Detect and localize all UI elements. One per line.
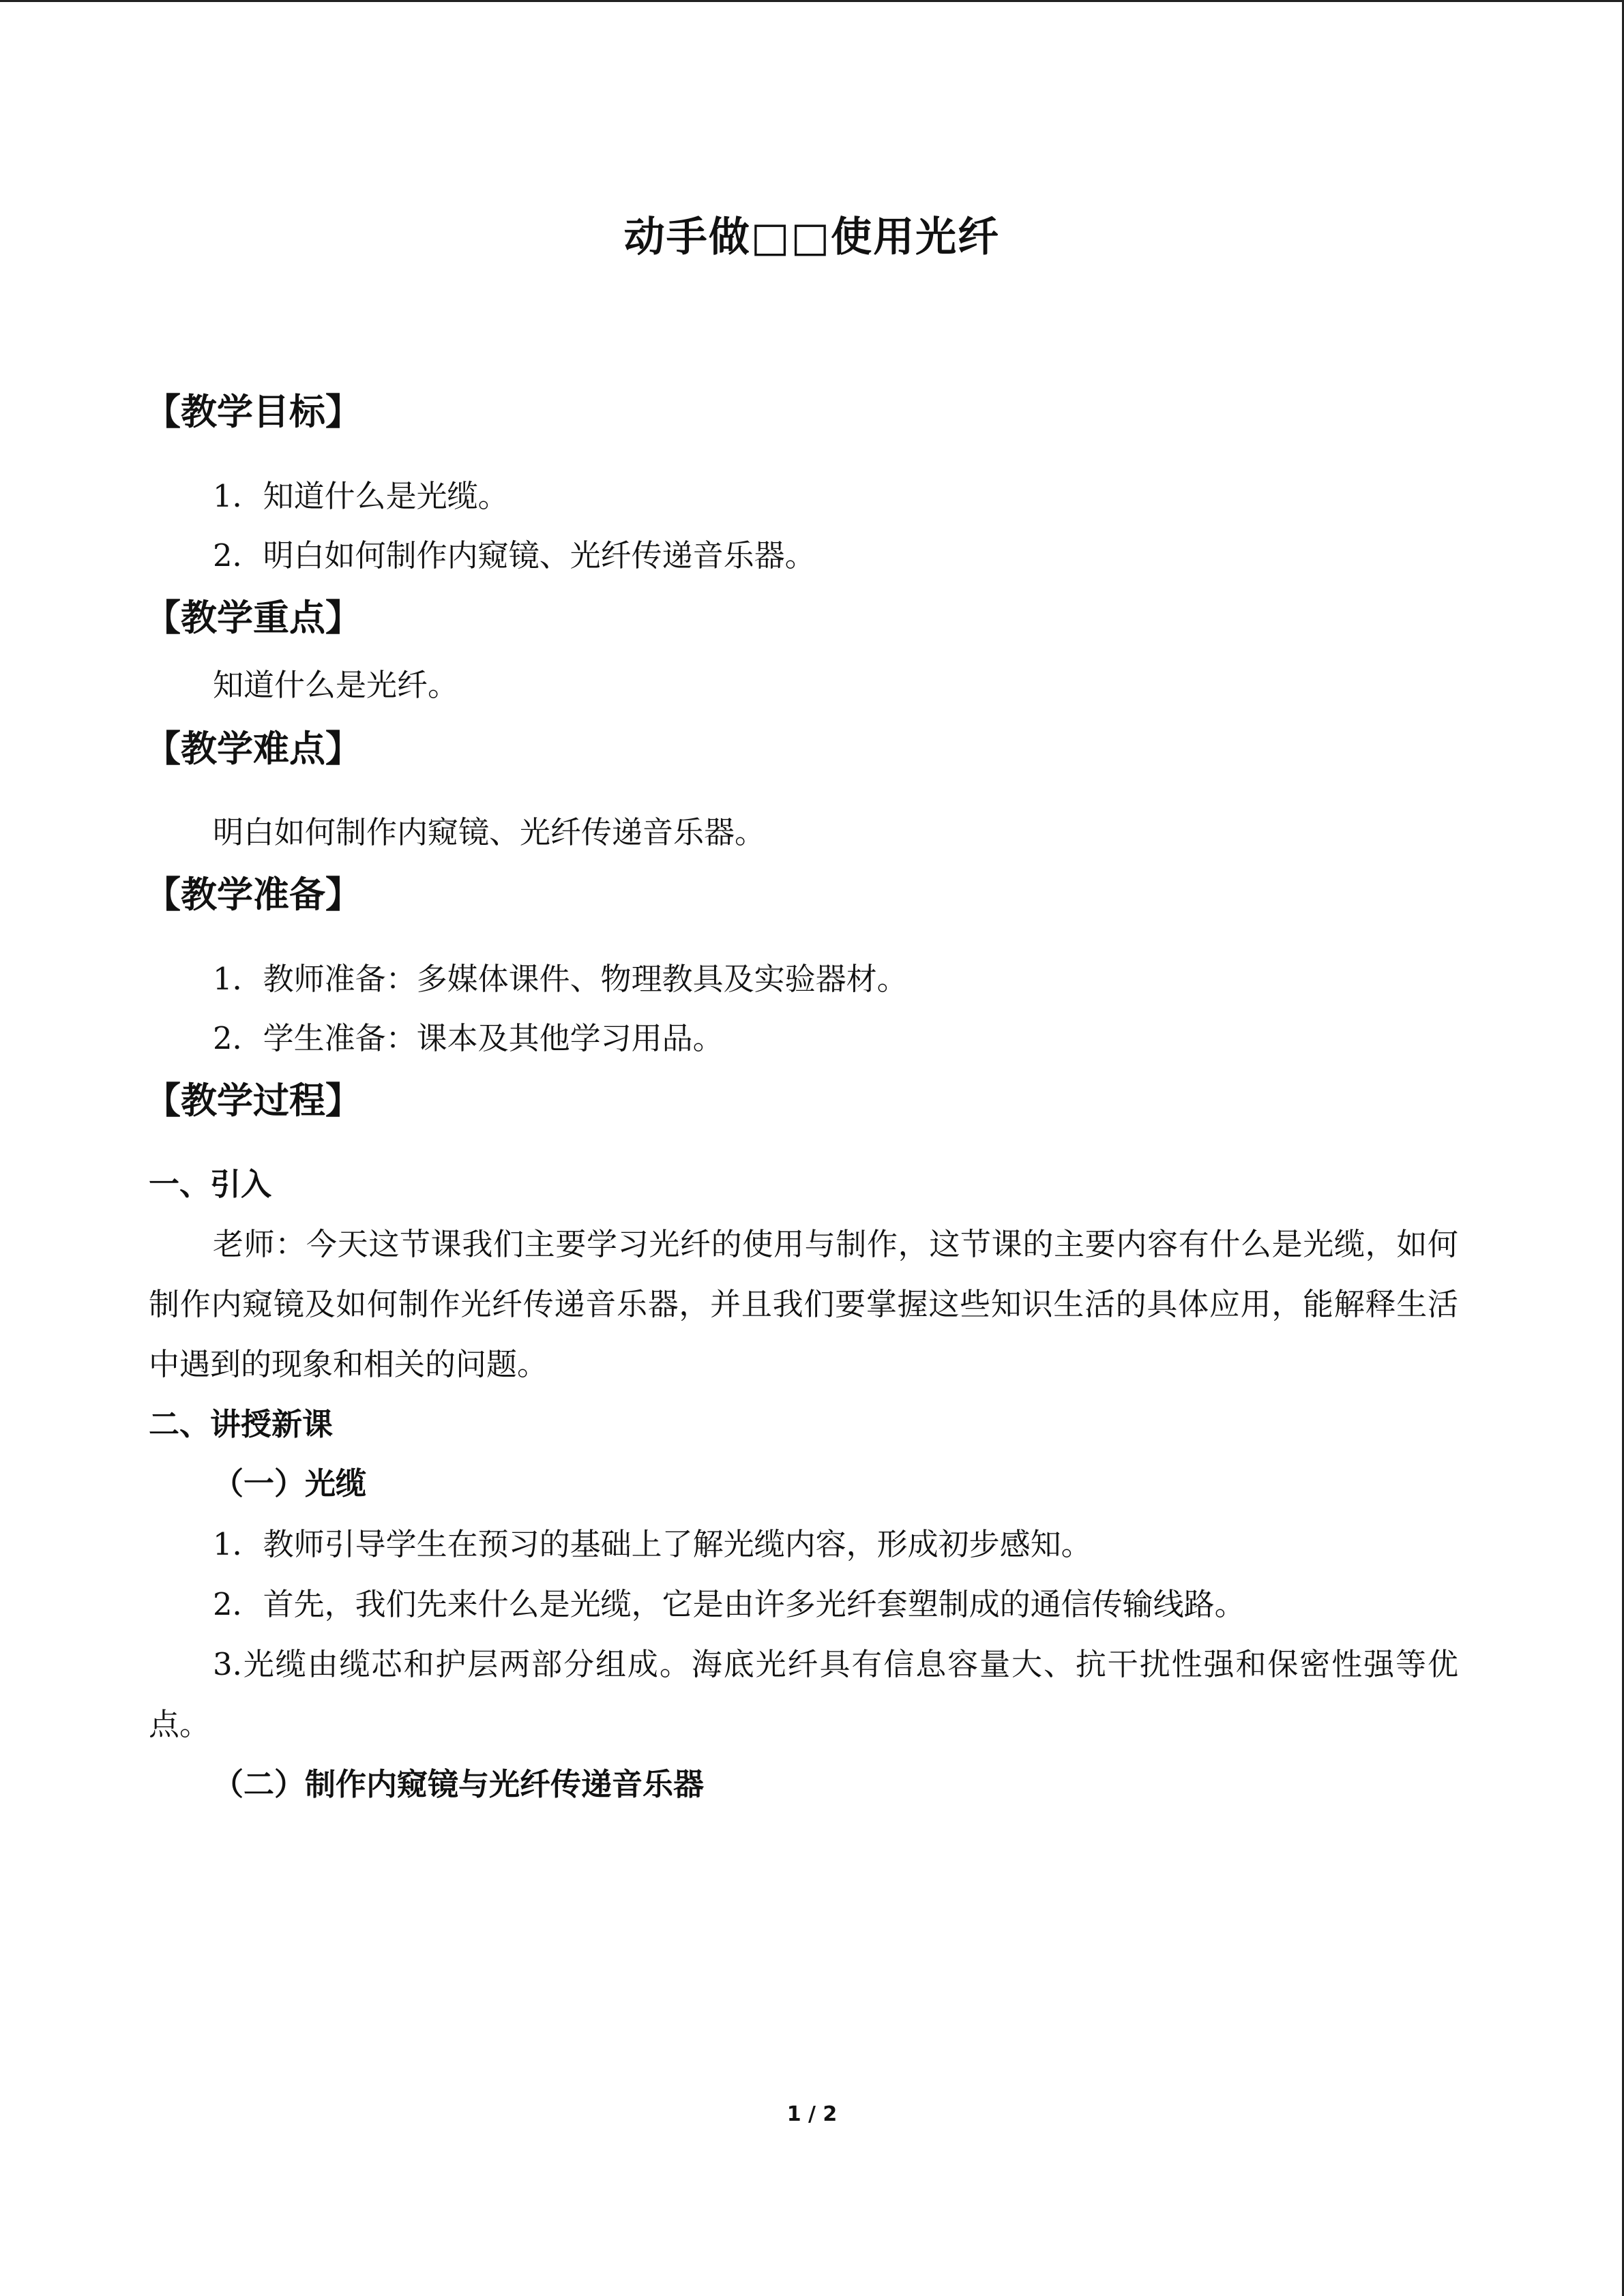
key-points-text: 知道什么是光纤。 — [213, 667, 459, 703]
preparation-item-1: 1．教师准备：多媒体课件、物理教具及实验器材。 — [213, 961, 908, 997]
part1-item-1: 1．教师引导学生在预习的基础上了解光缆内容，形成初步感知。 — [213, 1526, 1092, 1562]
goal-item-2: 2．明白如何制作内窥镜、光纤传递音乐器。 — [213, 537, 816, 573]
intro-heading: 一、引入 — [149, 1166, 272, 1202]
page-number: 1 / 2 — [786, 2102, 838, 2126]
new-lesson-heading: 二、讲授新课 — [149, 1406, 334, 1442]
part1-item-3: 3.光缆由缆芯和护层两部分组成。海底光纤具有信息容量大、抗干扰性强和保密性强等优点。 — [149, 1646, 1458, 1742]
difficulties-text: 明白如何制作内窥镜、光纤传递音乐器。 — [213, 814, 766, 850]
section-heading-preparation: 【教学准备】 — [145, 874, 361, 916]
section-heading-goals: 【教学目标】 — [145, 391, 361, 433]
section-heading-key-points: 【教学重点】 — [145, 597, 361, 639]
section-heading-difficulties: 【教学难点】 — [145, 728, 361, 770]
goal-item-1: 1．知道什么是光缆。 — [213, 478, 509, 514]
part1-heading: （一）光缆 — [213, 1465, 367, 1502]
document-title: 动手做□□使用光纤 — [623, 213, 1001, 261]
intro-paragraph: 老师：今天这节课我们主要学习光纤的使用与制作，这节课的主要内容有什么是光缆，如何制作内窥镜及如何制作光纤传递音乐器，并且我们要掌握这些知识生活的具体应用，能解释生活中遇到的现象和相关的问题。 — [149, 1226, 1458, 1382]
preparation-item-2: 2．学生准备：课本及其他学习用品。 — [213, 1020, 724, 1056]
section-heading-process: 【教学过程】 — [145, 1080, 361, 1122]
part1-item-2: 2．首先，我们先来什么是光缆，它是由许多光纤套塑制成的通信传输线路。 — [213, 1586, 1245, 1622]
part2-heading: （二）制作内窥镜与光纤传递音乐器 — [213, 1766, 705, 1802]
